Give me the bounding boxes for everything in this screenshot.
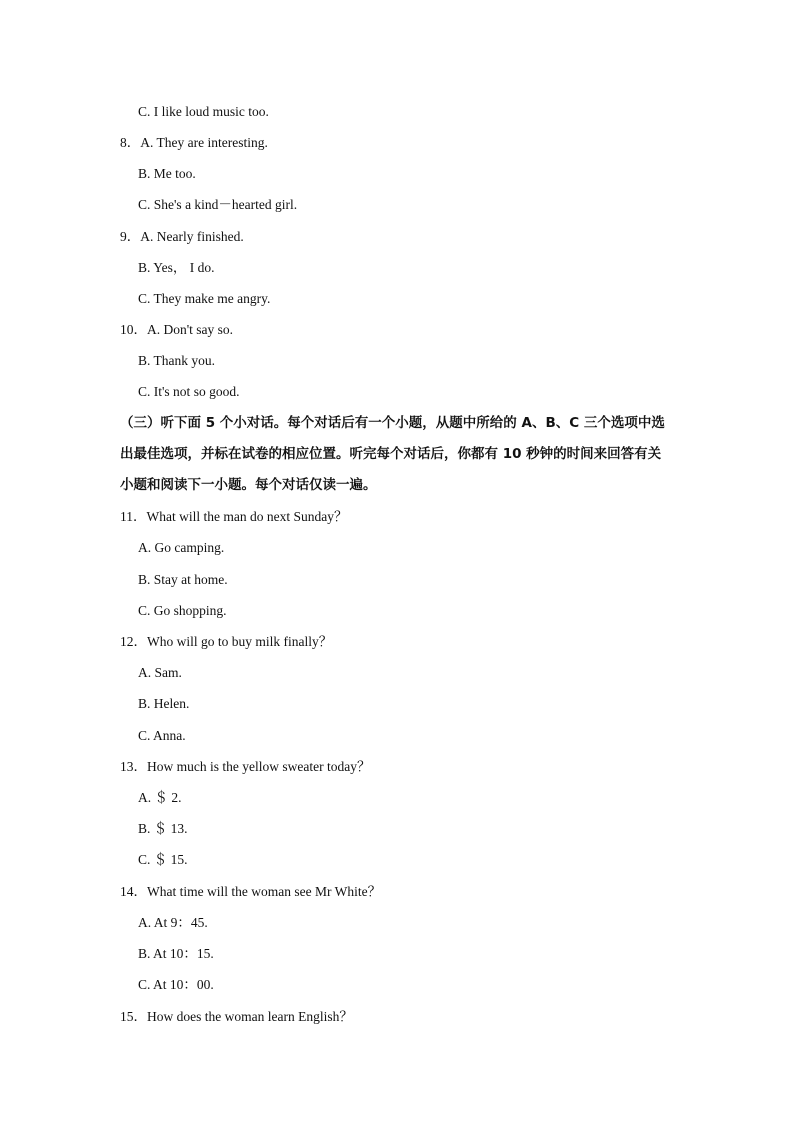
option-12b: B. Helen.: [138, 696, 190, 711]
option-11c: C. Go shopping.: [138, 603, 227, 618]
option-8b: B. Me too.: [138, 166, 196, 181]
option-14a: A. At 9：45.: [138, 915, 208, 930]
option-9c: C. They make me angry.: [138, 291, 271, 306]
option-8c: C. She's a kind－hearted girl.: [138, 197, 298, 212]
question-9: 9．A. Nearly finished.: [120, 229, 244, 244]
option-7c: C. I like loud music too.: [138, 104, 269, 119]
section-instructions-line-2: 出最佳选项，并标在试卷的相应位置。听完每个对话后，你都有 10 秒钟的时间来回答有关: [120, 446, 662, 462]
option-11a: A. Go camping.: [138, 540, 225, 555]
option-14c: C. At 10：00.: [138, 977, 214, 992]
option-12a: A. Sam.: [138, 665, 182, 680]
option-11b: B. Stay at home.: [138, 572, 228, 587]
option-13c: C. ＄ 15.: [138, 852, 188, 867]
question-8: 8．A. They are interesting.: [120, 135, 268, 150]
section-instructions-line-3: 小题和阅读下一小题。每个对话仅读一遍。: [120, 477, 377, 493]
option-14b: B. At 10：15.: [138, 946, 214, 961]
question-14: 14．What time will the woman see Mr White？: [120, 884, 382, 899]
section-instructions-line-1: （三）听下面 5 个小对话。每个对话后有一个小题，从题中所给的 A、B、C 三个选项中选: [120, 415, 665, 431]
question-15: 15．How does the woman learn English？: [120, 1009, 353, 1024]
question-12: 12．Who will go to buy milk finally？: [120, 634, 333, 649]
option-10b: B. Thank you.: [138, 353, 215, 368]
option-12c: C. Anna.: [138, 728, 186, 743]
option-13a: A. ＄ 2.: [138, 790, 182, 805]
question-13: 13．How much is the yellow sweater today？: [120, 759, 371, 774]
option-9b: B. Yes， I do.: [138, 260, 215, 275]
section-instructions: [120, 408, 680, 501]
option-10c: C. It's not so good.: [138, 384, 240, 399]
question-10: 10．A. Don't say so.: [120, 322, 234, 337]
option-13b: B. ＄ 13.: [138, 821, 188, 836]
question-11: 11．What will the man do next Sunday？: [120, 509, 348, 524]
